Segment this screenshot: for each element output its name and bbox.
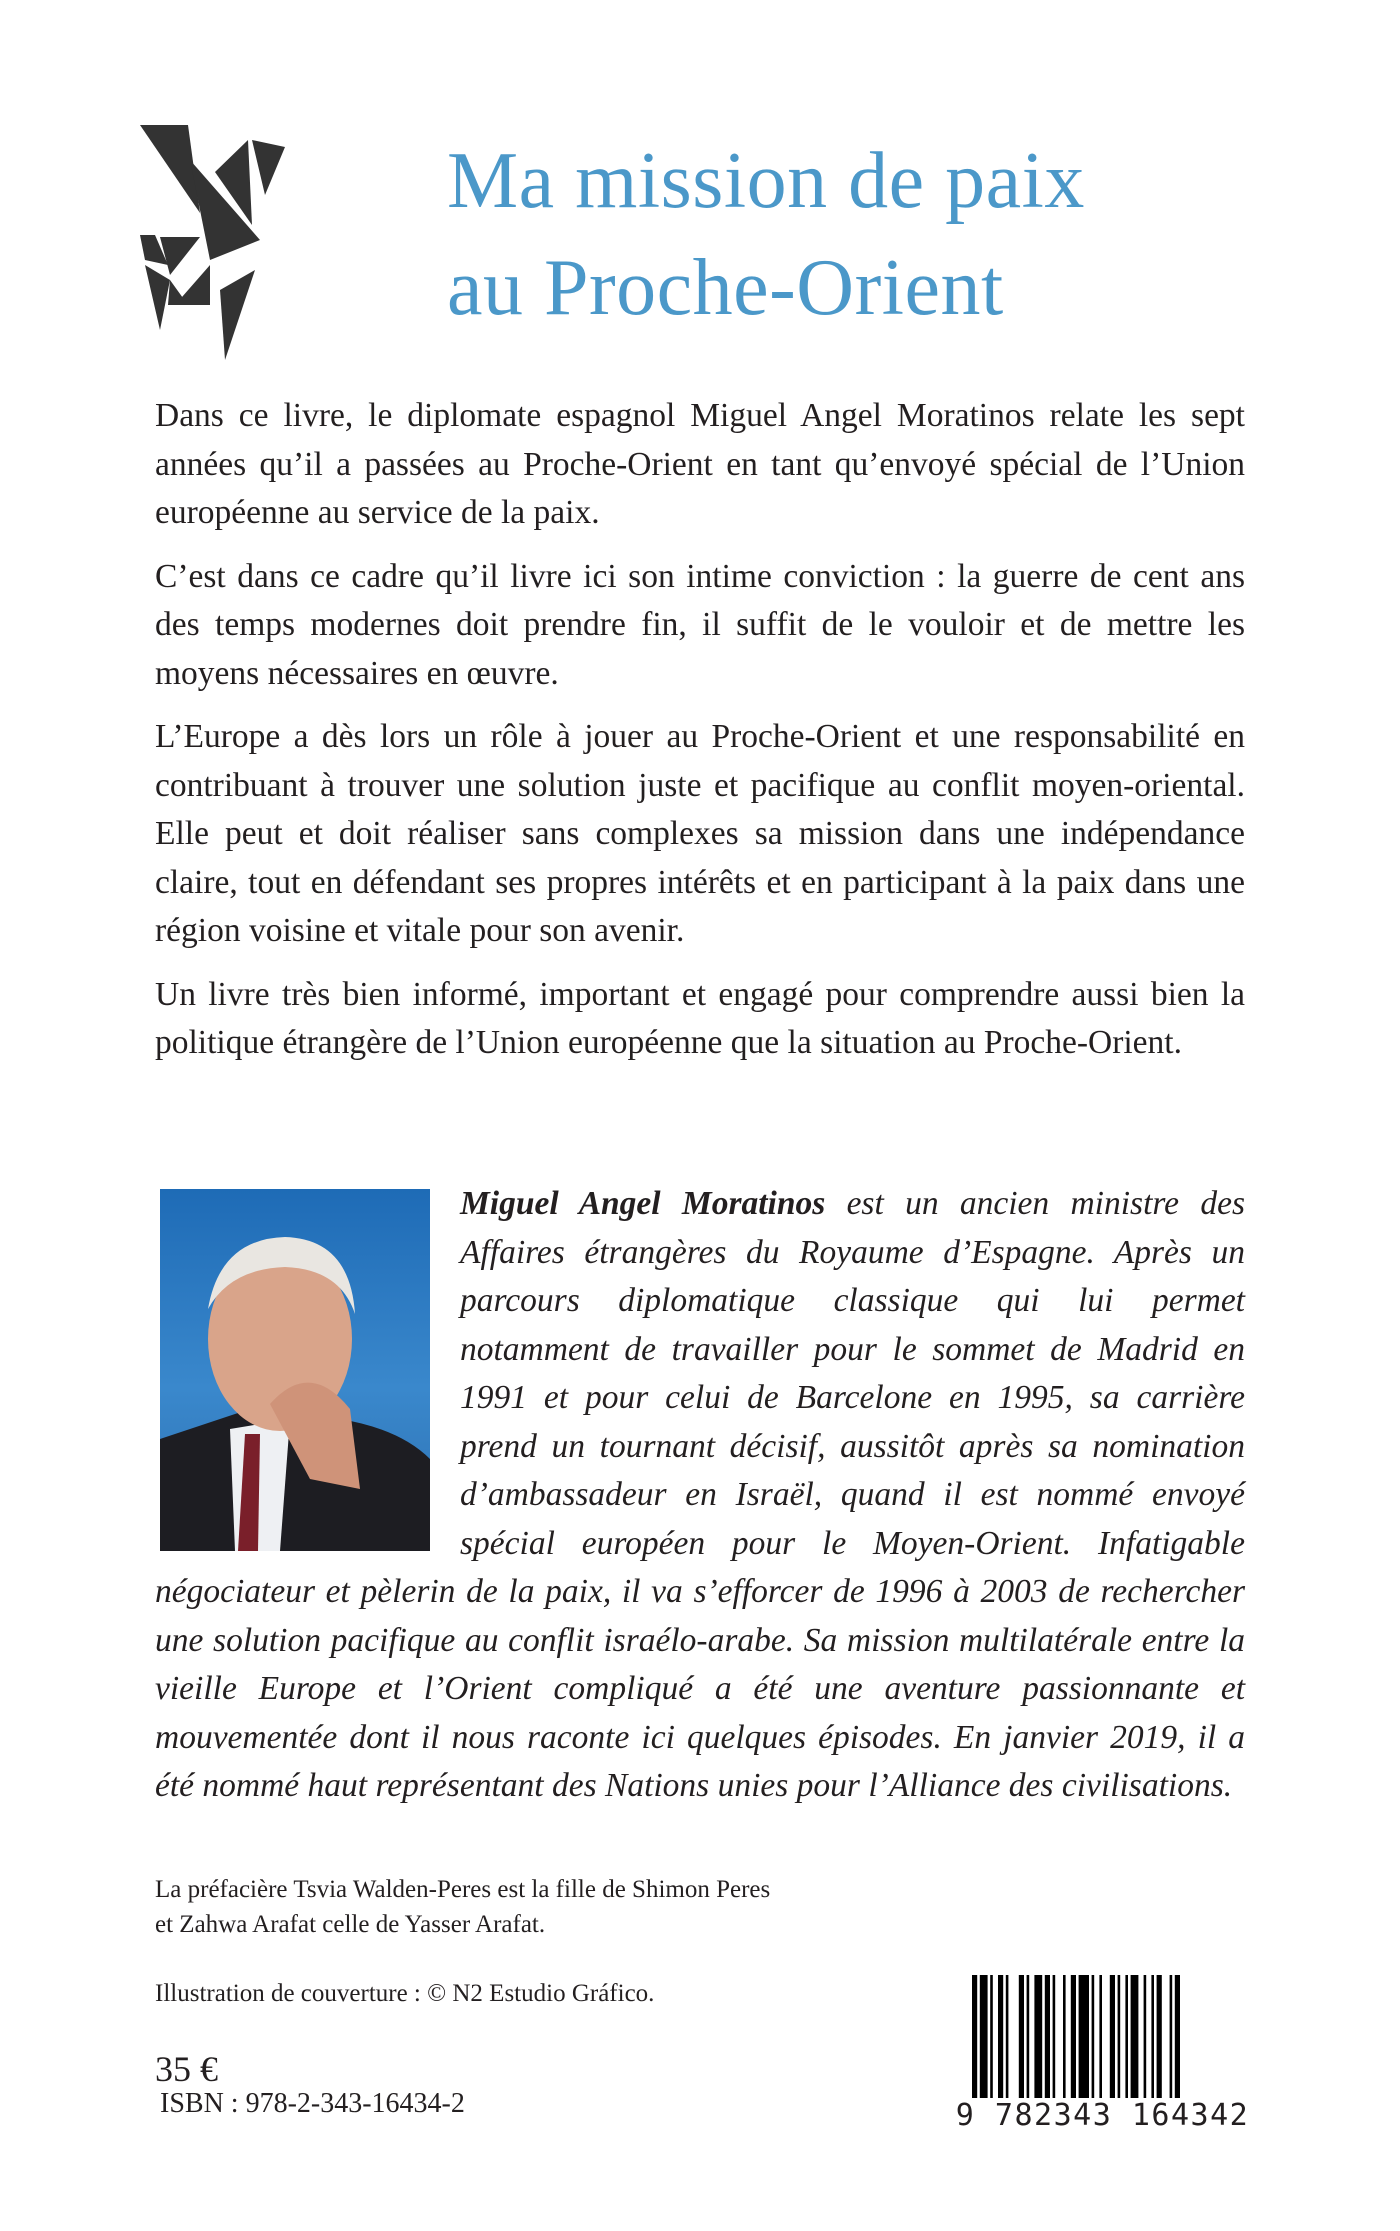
origami-dove-logo: [140, 125, 395, 365]
preface-note: [155, 1872, 770, 1942]
blurb-paragraph: C’est dans ce cadre qu’il livre ici son intime conviction : la guerre de cent ans des temps modernes doit prendre fin, il suffit de le vouloir et de mettre les moyens nécessaires en œuvre.: [155, 557, 1245, 692]
author-bio: [155, 1180, 1245, 1811]
title-line-2: au Proche-Orient: [447, 244, 1004, 332]
title-line-1: Ma mission de paix: [447, 137, 1085, 225]
author-name: Miguel Angel Moratinos: [460, 1185, 826, 1222]
blurb: [155, 392, 1245, 1083]
preface-line: et Zahwa Arafat celle de Yasser Arafat.: [155, 1911, 546, 1938]
book-title: [447, 128, 1085, 342]
barcode-number: 9 782343 164342: [955, 2098, 1250, 2133]
isbn: ISBN : 978-2-343-16434-2: [160, 2088, 465, 2119]
price: 35 €: [155, 2049, 218, 2089]
blurb-paragraph: Un livre très bien informé, important et engagé pour comprendre aussi bien la politique étrangère de l’Union européenne que la situation au Proche-Orient.: [155, 975, 1245, 1061]
blurb-paragraph: Dans ce livre, le diplomate espagnol Miguel Angel Moratinos relate les sept années qu’il a passées au Proche-Orient en tant qu’envoyé spécial de l’Union européenne au service de la paix.: [155, 397, 1245, 531]
bio-text: est un ancien ministre des Affaires étrangères du Royaume d’Espagne. Après un parcours diplomatique classique qui lui permet notamment de travailler pour le sommet de Madrid en 1991 et pour celui de Barcelone en 1995, sa carrière prend un tournant décisif, aussitôt après sa nomination d’ambassadeur en Israël, quand il est nommé envoyé spécial européen pour le Moyen-Orient. Infatigable négociateur et pèlerin de la paix, il va s’efforcer de 1996 à 2003 de rechercher une solution pacifique au conflit israélo-arabe. Sa mission multilatérale entre la vieille Europe et l’Orient compliqué a été une aventure passionnante et mouvementée dont il nous raconte ici quelques épisodes. En janvier 2019, il a été nommé haut représentant des Nations unies pour l’Alliance des civilisations.: [155, 1185, 1245, 1804]
blurb-paragraph: L’Europe a dès lors un rôle à jouer au Proche-Orient et une responsabilité en contribuant à trouver une solution juste et pacifique au conflit moyen-oriental. Elle peut et doit réaliser sans complexes sa mission dans une indépendance claire, tout en défendant ses propres intérêts et en participant à la paix dans une région voisine et vitale pour son avenir.: [155, 718, 1245, 949]
author-photo: [160, 1189, 430, 1551]
cover-credit: Illustration de couverture : © N2 Estudio Gráfico.: [155, 1980, 655, 2007]
preface-line: La préfacière Tsvia Walden-Peres est la fille de Shimon Peres: [155, 1876, 771, 1903]
